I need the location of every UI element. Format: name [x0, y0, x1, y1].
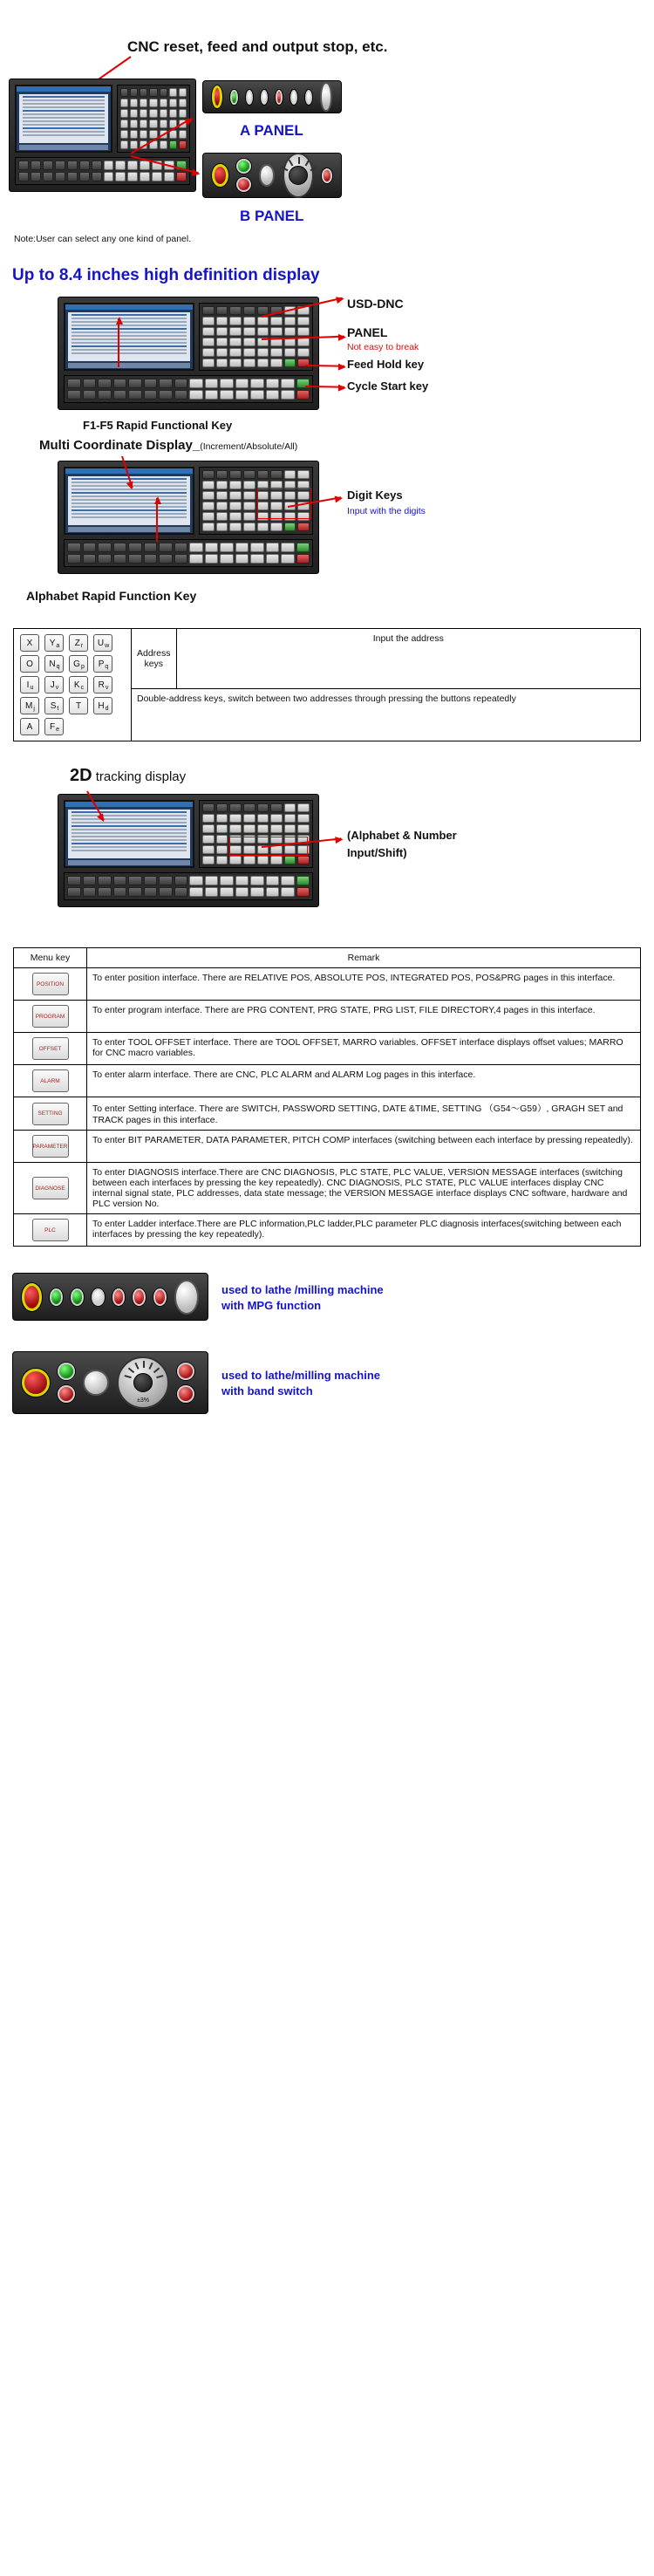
address-keys-header: Address keys: [132, 629, 177, 689]
address-key-label: S: [50, 700, 57, 711]
menu-remark-cell: To enter alarm interface. There are CNC, PLC ALARM and ALARM Log pages in this interface.: [87, 1065, 641, 1097]
mpg-handwheel: [174, 1280, 199, 1315]
address-key-label: H: [98, 700, 105, 711]
panel-a-label: A PANEL: [240, 122, 303, 139]
address-key[interactable]: [69, 697, 88, 714]
cnc-bottom-keypad-4: [64, 872, 313, 900]
address-key-sub: d: [105, 705, 109, 712]
address-key[interactable]: [44, 655, 64, 673]
address-key-sub: a: [56, 642, 60, 649]
tracking-heading-bold: 2D: [70, 766, 92, 785]
menu-key-cell: [14, 1033, 87, 1065]
emergency-stop-icon-b: [212, 164, 228, 187]
table-row: [14, 1097, 641, 1131]
table-row: [14, 1131, 641, 1163]
address-key-sub: w: [105, 642, 110, 649]
address-table-body: Double-address keys, switch between two addresses through pressing the buttons repeatedly: [132, 689, 641, 741]
cnc-bottom-keypad-2: [64, 375, 313, 403]
coordinate-section: [0, 436, 654, 619]
coordinate-heading-sub: (Increment/Absolute/All): [200, 441, 298, 452]
address-key[interactable]: [69, 634, 88, 652]
cnc-screen: [15, 85, 112, 153]
emergency-stop-icon-band: [22, 1369, 50, 1397]
address-key-sub: p: [80, 663, 85, 670]
label-feed-hold: Feed Hold key: [347, 358, 425, 371]
menu-key-cell: [14, 1163, 87, 1214]
button-3: [290, 90, 297, 105]
label-digit-keys: Digit Keys: [347, 489, 403, 502]
menu-remark-cell: To enter TOOL OFFSET interface. There are TOOL OFFSET, MARRO variables. OFFSET interface displays offset values; MARRO for CNC macro variables.: [87, 1033, 641, 1065]
bottom-panels-section: [0, 1273, 654, 1438]
menu-key-cell: [14, 1214, 87, 1247]
emergency-stop-icon: [212, 85, 222, 108]
menu-table-header-row: [14, 948, 641, 968]
band-button-green: [58, 1363, 75, 1380]
address-key-sub: t: [57, 705, 59, 712]
top-section-title: CNC reset, feed and output stop, etc.: [127, 38, 388, 55]
feed-dial: [283, 153, 313, 198]
menu-key-cell: [14, 1131, 87, 1163]
address-key[interactable]: [44, 676, 64, 694]
band-button-red-2: [177, 1363, 194, 1380]
menu-key-table: [13, 947, 641, 1247]
cnc-keypad-4: [199, 800, 313, 868]
address-key[interactable]: [20, 655, 39, 673]
address-key-label: T: [75, 700, 82, 711]
address-key-label: N: [49, 659, 56, 669]
address-key-sub: j: [33, 705, 35, 712]
address-key-sub: v: [105, 684, 109, 691]
menu-remark-cell: To enter program interface. There are PRG CONTENT, PRG STATE, PRG LIST, FILE DIRECTORY,4 pages in this interface.: [87, 1001, 641, 1033]
label-alphabet-number-2: Input/Shift): [347, 846, 407, 859]
table-row: [14, 968, 641, 1001]
address-key[interactable]: [69, 655, 88, 673]
button-2: [261, 90, 268, 105]
button-1: [246, 90, 253, 105]
address-key[interactable]: [20, 676, 39, 694]
label-mpg-1: used to lathe /milling machine: [221, 1283, 384, 1296]
cnc-screen-4: [64, 800, 194, 868]
label-cycle-start: Cycle Start key: [347, 379, 429, 393]
label-panel: PANEL: [347, 325, 388, 339]
table-row: [14, 1001, 641, 1033]
address-key[interactable]: [93, 634, 112, 652]
button-4: [305, 90, 312, 105]
address-key-label: Y: [49, 638, 56, 648]
table-row: [14, 1065, 641, 1097]
button-red: [276, 90, 283, 105]
menu-key-button[interactable]: SETTING: [32, 1103, 69, 1125]
address-key[interactable]: [93, 676, 112, 694]
cnc-controller-image-3: [58, 461, 319, 574]
operator-panel-a: [202, 80, 342, 113]
menu-key-button[interactable]: ALARM: [32, 1069, 69, 1092]
address-key-sub: u: [30, 684, 34, 691]
cnc-keypad: [117, 85, 190, 153]
label-usb-dnc: USD-DNC: [347, 297, 404, 311]
address-key-label: M: [25, 700, 33, 711]
cnc-screen-2: [64, 303, 194, 371]
address-key-table: [13, 628, 641, 741]
address-key-label: K: [73, 680, 80, 690]
menu-key-cell: [14, 1001, 87, 1033]
mpg-button-red-3: [153, 1288, 167, 1306]
label-alphabet-heading: Alphabet Rapid Function Key: [26, 589, 197, 603]
address-key-label: U: [97, 638, 105, 648]
tracking-section: [0, 766, 654, 940]
menu-key-button[interactable]: OFFSET: [32, 1037, 69, 1060]
label-mpg-2: with MPG function: [221, 1299, 322, 1312]
address-key[interactable]: [69, 676, 88, 694]
menu-col-header-key: Menu key: [14, 948, 87, 968]
display-section: [0, 262, 654, 436]
address-key-label: R: [98, 680, 105, 690]
band-switch-dial: [117, 1356, 169, 1409]
dial-label: ±3%: [137, 1397, 149, 1404]
label-band-1: used to lathe/milling machine: [221, 1369, 381, 1382]
address-key[interactable]: [20, 697, 39, 714]
menu-key-cell: [14, 1065, 87, 1097]
address-key-sub: c: [80, 684, 85, 691]
menu-key-button[interactable]: PARAMETER: [32, 1135, 69, 1158]
address-key-sub: r: [80, 642, 84, 649]
address-keys-grid: [14, 629, 132, 741]
menu-remark-cell: To enter Ladder interface.There are PLC information,PLC ladder,PLC parameter PLC diagnosis interfaces(switching between each interfaces by pressing the key repeatedly).: [87, 1214, 641, 1247]
address-key[interactable]: [20, 718, 39, 735]
label-band-2: with band switch: [221, 1384, 313, 1397]
menu-key-button[interactable]: PROGRAM: [32, 1005, 69, 1028]
menu-key-button[interactable]: PLC: [32, 1219, 69, 1241]
address-key[interactable]: [93, 655, 112, 673]
operator-panel-b: [202, 153, 342, 198]
menu-remark-cell: To enter BIT PARAMETER, DATA PARAMETER, PITCH COMP interfaces (switching between each interface by pressing repeatedly).: [87, 1131, 641, 1163]
menu-col-header-remark: Remark: [87, 948, 641, 968]
emergency-stop-icon-mpg: [22, 1283, 42, 1311]
address-key-sub: q: [105, 663, 109, 670]
band-button-red: [58, 1385, 75, 1403]
menu-key-cell: [14, 968, 87, 1001]
menu-remark-cell: To enter Setting interface. There are SWITCH, PASSWORD SETTING, DATE &TIME, SETTING （G54～G59）, GRAGH SET and TRACK pages in this interface.: [87, 1097, 641, 1131]
knob-b: [259, 164, 275, 187]
label-digit-keys-sub: Input with the digits: [347, 506, 426, 516]
address-key-sub: q: [56, 663, 60, 670]
address-key[interactable]: [20, 634, 39, 652]
button-red-b1: [236, 177, 251, 192]
address-key[interactable]: [44, 634, 64, 652]
address-key-label: J: [50, 680, 55, 690]
operator-panel-mpg: [12, 1273, 208, 1321]
label-panel-sub: Not easy to break: [347, 342, 419, 352]
address-key-label: G: [73, 659, 80, 669]
cnc-bottom-keypad-3: [64, 539, 313, 567]
table-row: [14, 1214, 641, 1247]
address-key-label: Z: [74, 638, 80, 648]
menu-key-cell: [14, 1097, 87, 1131]
band-knob: [83, 1370, 109, 1396]
menu-remark-cell: To enter position interface. There are RELATIVE POS, ABSOLUTE POS, INTEGRATED POS, POS&PRG pages in this interface.: [87, 968, 641, 1001]
mpg-button-red-2: [133, 1288, 146, 1306]
table-row: [14, 1163, 641, 1214]
address-key[interactable]: [44, 697, 64, 714]
label-alphabet-number: (Alphabet & Number: [347, 829, 457, 842]
band-button-red-3: [177, 1385, 194, 1403]
display-heading: Up to 8.4 inches high definition display: [12, 266, 320, 284]
address-key[interactable]: [93, 697, 112, 714]
cnc-bottom-keypad: [15, 157, 190, 185]
tracking-heading-rest: tracking display: [92, 769, 187, 784]
address-key-sub: v: [55, 684, 59, 691]
address-key-label: I: [26, 680, 30, 690]
label-f1-f5: F1-F5 Rapid Functional Key: [83, 419, 233, 432]
mpg-knob: [320, 82, 332, 112]
operator-panel-band-switch: [12, 1351, 208, 1414]
mpg-button-green-1: [50, 1288, 63, 1306]
address-key-label: P: [98, 659, 105, 669]
address-key-label: X: [26, 638, 33, 648]
button-green: [230, 90, 237, 105]
input-address-header: Input the address: [176, 629, 640, 689]
cnc-controller-image-2: [58, 297, 319, 410]
top-section: [0, 0, 654, 262]
menu-key-button[interactable]: DIAGNOSE: [32, 1177, 69, 1199]
cnc-controller-image-1: [9, 79, 196, 192]
arrow-alphabet: [156, 498, 158, 542]
mpg-button-green-2: [71, 1288, 84, 1306]
menu-table-wrapper: [13, 947, 641, 1247]
address-key[interactable]: [44, 718, 64, 735]
address-key-label: A: [26, 721, 33, 732]
address-table-wrapper: [13, 628, 641, 741]
panel-b-label: B PANEL: [240, 208, 304, 224]
button-green-b1: [236, 159, 251, 174]
arrow-f1-f5: [118, 318, 119, 367]
menu-remark-cell: To enter DIAGNOSIS interface.There are CNC DIAGNOSIS, PLC STATE, PLC VALUE, VERSION MESSAGE interfaces (switching between each interfaces by pressing the key repeatedly). CNC DIAGNOSIS, PLC STATE, PLC VALUE interfaces display CNC internal signal state, PLC addresses, data state message; the VERSION MESSAGE interface displays CNC software, hardware and PLC version No.: [87, 1163, 641, 1214]
button-red-b2: [322, 168, 332, 183]
coordinate-heading: Multi Coordinate Display_: [39, 438, 201, 453]
table-row: [14, 1033, 641, 1065]
address-key-sub: e: [56, 726, 59, 733]
mpg-button-red-1: [112, 1288, 126, 1306]
address-key-label: O: [26, 659, 33, 669]
mpg-button-white: [92, 1288, 105, 1306]
panel-note: Note:User can select any one kind of panel.: [14, 234, 192, 244]
address-key-label: F: [49, 721, 56, 732]
menu-key-button[interactable]: POSITION: [32, 973, 69, 995]
